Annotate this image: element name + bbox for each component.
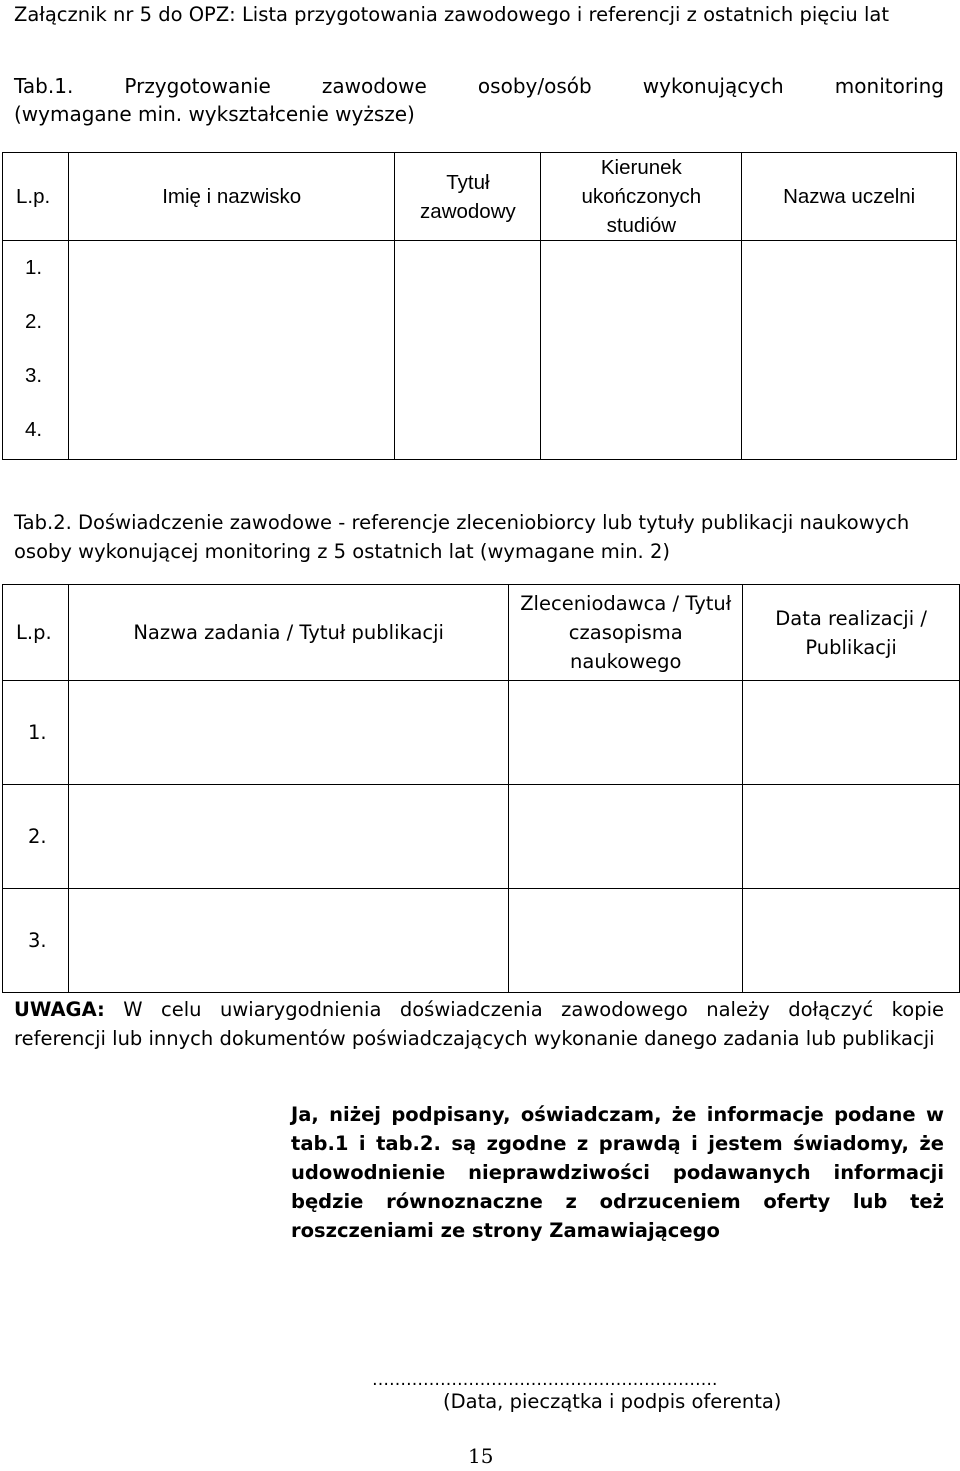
table1-header-field: Kierunek ukończonych studiów xyxy=(541,153,742,241)
table1-header-title: Tytuł zawodowy xyxy=(395,153,541,241)
signature-dotted-line: ……………………………………………………. xyxy=(372,1370,718,1390)
table2-cell-task xyxy=(68,889,508,993)
document-title: Załącznik nr 5 do OPZ: Lista przygotowania zawodowego i referencji z ostatnich pięciu lat xyxy=(14,3,889,26)
table-references xyxy=(2,584,960,993)
table1-caption-line1: Tab.1. Przygotowanie zawodowe osoby/osób wykonujących monitoring xyxy=(14,74,944,98)
note-paragraph xyxy=(14,995,944,1053)
table1-cell-name xyxy=(68,241,394,460)
table2-header-lp: L.p. xyxy=(3,585,69,681)
table2-row-number: 1. xyxy=(3,681,69,785)
table2-cell-task xyxy=(68,785,508,889)
table-row xyxy=(3,681,960,785)
table2-header-task: Nazwa zadania / Tytuł publikacji xyxy=(68,585,508,681)
table1-caption-line2: (wymagane min. wykształcenie wyższe) xyxy=(14,102,415,126)
table1-header-lp: L.p. xyxy=(3,153,69,241)
table2-row-number: 3. xyxy=(3,889,69,993)
table1-header-name: Imię i nazwisko xyxy=(68,153,394,241)
table1-header-university: Nazwa uczelni xyxy=(742,153,957,241)
table1-cell-field xyxy=(541,241,742,460)
table1-row-number: 2. xyxy=(25,310,43,333)
note-text: W celu uwiarygodnienia doświadczenia zawodowego należy dołączyć kopie referencji lub innych dokumentów poświadczających wykonanie danego zadania lub publikacji xyxy=(14,998,944,1050)
signature-label: (Data, pieczątka i podpis oferenta) xyxy=(443,1390,782,1413)
table-row xyxy=(3,889,960,993)
table1-header-row xyxy=(3,153,957,241)
table2-cell-client xyxy=(509,785,743,889)
table2-header-row xyxy=(3,585,960,681)
page-number: 15 xyxy=(468,1444,494,1468)
table1-caption xyxy=(14,72,944,100)
table1-cell-title xyxy=(395,241,541,460)
declaration-text: Ja, niżej podpisany, oświadczam, że informacje podane w tab.1 i tab.2. są zgodne z prawdą i jestem świadomy, że udowodnienie nieprawdziwości podawanych informacji będzie równoznaczne z odrzuceniem oferty lub też roszczeniami ze strony Zamawiającego xyxy=(291,1103,944,1242)
table2-header-date: Data realizacji / Publikacji xyxy=(743,585,960,681)
table1-row-number: 1. xyxy=(25,256,43,279)
table1-body-row xyxy=(3,241,957,460)
table2-cell-date xyxy=(743,785,960,889)
table-row xyxy=(3,785,960,889)
table1-row-numbers xyxy=(3,241,69,460)
table2-cell-task xyxy=(68,681,508,785)
table2-cell-client xyxy=(509,681,743,785)
table2-row-number: 2. xyxy=(3,785,69,889)
table1-row-number: 4. xyxy=(25,418,43,441)
table2-header-client: Zleceniodawca / Tytuł czasopisma naukowego xyxy=(509,585,743,681)
table2-cell-date xyxy=(743,889,960,993)
table1-row-number: 3. xyxy=(25,364,43,387)
note-label: UWAGA: xyxy=(14,998,105,1021)
table1-cell-university xyxy=(742,241,957,460)
table2-caption: Tab.2. Doświadczenie zawodowe - referencje zleceniobiorcy lub tytuły publikacji naukowych osoby wykonującej monitoring z 5 ostatnich lat (wymagane min. 2) xyxy=(14,511,910,563)
table2-cell-client xyxy=(509,889,743,993)
table-qualifications xyxy=(2,152,957,460)
table2-cell-date xyxy=(743,681,960,785)
